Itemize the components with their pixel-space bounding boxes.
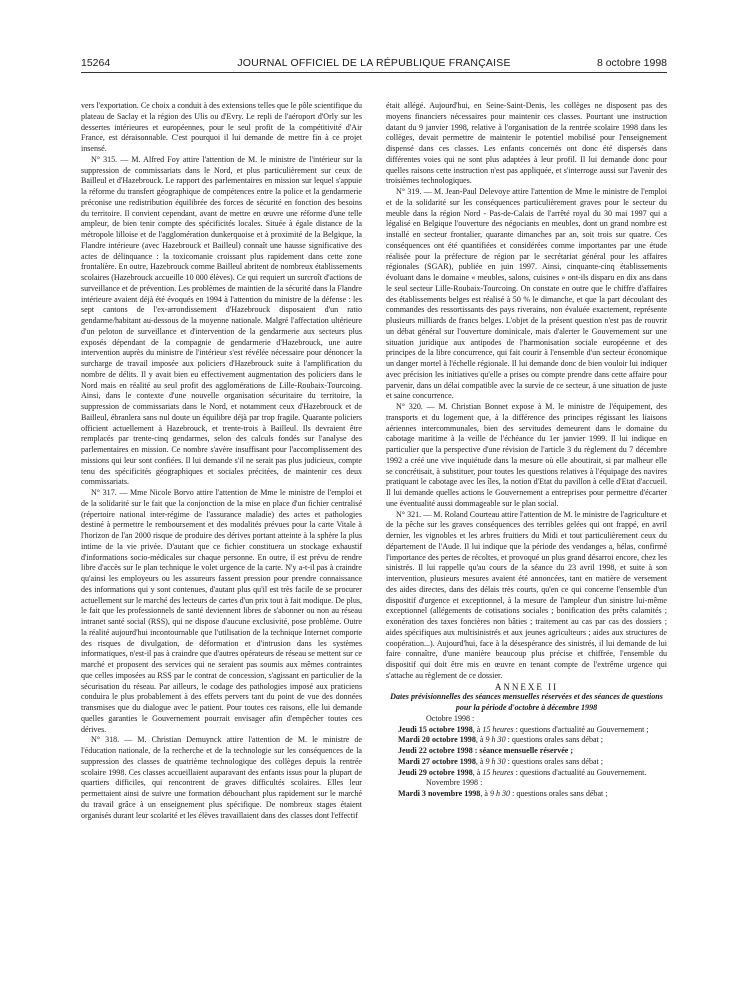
schedule-entry xyxy=(386,757,667,768)
schedule-entry xyxy=(386,746,667,757)
question-318: N° 318. — M. Christian Demuynck attire l'attention de M. le ministre de l'éducation nationale, de la recherche et de la technologie sur les conséquences de la suppression des classes de quatrième technologique des collèges depuis la rentrée scolaire 1998. Ces classes accueillaient auparavant des enfants issus pour la plupart de quartiers difficiles, qui rencontrent de graves difficultés scolaires. Elles leur permettaient ainsi de suivre une formation débouchant plus rapidement sur le marché du travail grâce à un enseignement plus spécifique. De nombreux stages étaient organisés durant leur scolarité et les élèves travaillaient dans des classes dont l'effectif xyxy=(81,735,362,820)
schedule-entry xyxy=(386,789,667,800)
page-header xyxy=(81,56,667,73)
month-label-october: Octobre 1998 : xyxy=(426,713,475,723)
question-317: N° 317. — Mme Nicole Borvo attire l'attention de Mme le ministre de l'emploi et de la solidarité sur le fait que la conjonction de la mise en place d'un fichier centralisé (répertoire national inter-régime de l'assurance maladie) des actes et pathologies destiné à permettre le remboursement et des modalités prévues pour la carte Vitale à l'horizon de l'an 2000 risque de produire des dérives portant atteinte à la sphère la plus intime de la vie privée. D'autant que ce fichier constituera un stockage exhaustif d'informations socio-médicales sur chaque personne. En outre, il est prévu de rendre libre d'accès sur le plan technique le volet urgence de la carte. N'y a-t-il pas à craindre qu'ainsi les employeurs ou les assureurs fassent pression pour prendre connaissance des informations qui y sont contenues, d'autant plus qu'il est très facile de se procurer actuellement sur le marché des lecteurs de cartes d'un prix tout à fait modique. De plus, le fait que les professionnels de santé deviennent libres de s'abonner ou non au réseau intranet santé social (RSS), qui ne dispose d'aucune exclusivité, pose problème. Outre la réalité aujourd'hui incontournable que l'utilisation de la technique Internet comporte des risques de divulgation, de déformation et d'intrusion dans les systèmes informatiques, n'est-il pas à craindre que d'autres opérateurs de réseau se mettent sur ce marché et proposent des services qui ne seraient pas soumis aux mêmes contraintes que celles imposées au RSS par le contrat de concession, s'agissant en particulier de la sécurisation du réseau. Par ailleurs, le codage des pathologies imposé aux praticiens conduira le plus probablement à des effets pervers tant du point de vue des données transmises que du dialogue avec le patient. Pour toutes ces raisons, elle lui demande quelles garanties le Gouvernement pourrait envisager afin d'empêcher toutes ces dérives. xyxy=(81,488,362,734)
schedule-time: 15 heures xyxy=(482,767,514,777)
paragraph-export-continuation: vers l'exportation. Ce choix a conduit à des extensions telles que le pôle scientifique du plateau de Saclay et la région des Ulis ou d'Evry. Le repli de l'aéroport d'Orly sur les dessertes intérieures et européennes, pour le seul profit de la compétitivité d'Air France, est déraisonnable. C'est pourquoi il lui demande de mettre fin à ce projet insensé. xyxy=(81,101,362,153)
question-319: N° 319. — M. Jean-Paul Delevoye attire l'attention de Mme le ministre de l'emploi et de la solidarité sur les conséquences particulièrement graves pour le secteur du meuble dans la région Nord - Pas-de-Calais de l'arrêté royal du 30 mai 1997 qui a légalisé en Belgique l'ouverture des négociants en meubles, dont un grand nombre est installé en secteur frontalier, quarante dimanches par an, soit trois sur quatre. Ces conséquences ont été quantifiées et considérées comme importantes par une étude réalisée pour la préfecture de région par le secrétariat général pour les affaires régionales (SGAR), publiée en juin 1997. Ainsi, cinquante-cinq établissements évoluant dans le domaine « meubles, salons, cuisines » ont-ils disparu en dix ans dans le seul secteur Lille-Roubaix-Tourcoing. On constate en outre que le chiffre d'affaires des établissements belges est réalisé à 50 % le dimanche, et que la part découlant des commandes des ressortissants des pays riverains, non évaluée exactement, représente plusieurs milliards de francs belges. L'objet de la présent question n'est pas de rouvrir un débat général sur l'ouverture dominicale, mais d'alerter le Gouvernement sur une situation juridique aux antipodes de l'harmonisation sociale européenne et des principes de la libre concurrence, qui fait courir à l'ensemble d'un secteur économique un danger mortel à l'échelle régionale. Il lui demande donc de bien vouloir lui indiquer avec précision les initiatives qu'elle a prises ou compte prendre dans cette affaire pour parvenir, dans un délai compatible avec la survie de ce secteur, à une situation de juste et saine concurrence. xyxy=(386,187,667,401)
month-label-november: Novembre 1998 : xyxy=(426,778,483,788)
schedule-sep: , à xyxy=(475,735,486,745)
schedule-time: 9 h 30 xyxy=(485,756,506,766)
schedule-date: Mardi 20 octobre 1998 xyxy=(398,735,476,745)
schedule-date: Jeudi 29 octobre 1998 xyxy=(398,767,473,777)
right-column xyxy=(386,101,667,981)
schedule-time: 9 h 30 xyxy=(485,735,506,745)
schedule-sep: , à xyxy=(472,724,483,734)
annex-subtitle: Dates prévisionnelles des séances mensuelles réservées et des séances de questions pour la période d'octobre à décembre 1998 xyxy=(390,692,663,712)
schedule-desc: : questions d'actualité au Gouvernement. xyxy=(513,767,647,777)
annex-title: ANNEXE II xyxy=(494,681,559,692)
schedule-sep: , à xyxy=(472,767,483,777)
question-321: N° 321. — M. Roland Courteau attire l'attention de M. le ministre de l'agriculture et de la pêche sur les graves conséquences des terribles gelées qui ont frappé, en avril dernier, les vignobles et les arbres fruitiers du Midi et tout particulièrement ceux du département de l'Aude. Il lui indique que la période des vendanges a, hélas, confirmé l'importance des pertes de récoltes, et provoqué un plus grand désarroi encore, chez les sinistrés. Il lui rappelle qu'au cours de la séance du 23 avril 1998, et suite à son intervention, plusieurs mesures avaient été annoncées, tant en matière de versement des aides directes, dans des délais très courts, qu'en ce qui concerne l'ensemble d'un dispositif d'urgence et exceptionnel, à la mesure de l'ampleur d'un sinistre lui-même exceptionnel (allégements de cotisations sociales ; bonification des prêts calamités ; exonération des taxes foncières non bâties ; traitement au cas par cas des dossiers ; aides spécifiques aux multisinistrés et aux jeunes agriculteurs ; aides aux structures de coopération...). Aujourd'hui, face à la désespérance des sinistrés, il lui demande de lui faire connaître, d'une manière beaucoup plus précise et chiffrée, l'ensemble du dispositif qui doit être mis en œuvre en tenant compte de l'extrême urgence qui s'attache au règlement de ce dossier. xyxy=(386,509,667,680)
schedule-entry xyxy=(386,725,667,736)
schedule-entry xyxy=(386,768,667,779)
question-315: N° 315. — M. Alfred Foy attire l'attention de M. le ministre de l'intérieur sur la suppression de commissariats dans le Nord, et plus particulièrement sur ceux de Bailleul et d'Hazebrouck. Le rapport des parlementaires en mission sur lequel s'appuie la réforme du transfert géographique de compétences entre la police et la gendarmerie préconise une redistribution équilibrée des forces de sécurité en fonction des besoins du territoire. Il convient cependant, avant de mettre en œuvre une réforme d'une telle ampleur, de bien tenir compte des spécificités locales. Située à égale distance de la métropole lilloise et de l'agglomération dunkerquoise et à proximité de la Belgique, la Flandre intérieure (avec Hazebrouck et Bailleul) connaît une hausse significative des actes de délinquance : la toxicomanie croissant plus rapidement dans cette zone frontalière. En outre, Hazebrouck comme Bailleul abritent de nombreux établissements scolaires (Hazebrouck accueille 10 000 élèves). Ce qui requiert un surcroît d'actions de surveillance et de prévention. Les problèmes de maintien de la sécurité dans la Flandre intérieure avaient déjà été évoqués en 1994 à l'attention du ministre de la défense : les sept cantons de l'ex-arrondissement d'Hazebrouck disposaient d'un ratio gendarme/habitant au-dessous de la moyenne nationale. Malgré l'affectation ultérieure d'un peloton de surveillance et d'intervention de la gendarmerie aux secteurs plus exposés dépendant de la compagnie de gendarmerie d'Hazebrouck, une autre intervention auprès du ministre de l'intérieur s'est révélée nécessaire pour dénoncer la surcharge de travail imposée aux policiers d'Hazebrouck suite à l'amplification du nombre de délits. Il y avait bien eu effectivement augmentation des policiers dans le Nord mais en réalité au seul profit des agglomérations de Lille-Roubaix-Tourcoing. Ainsi, dans le contexte d'une nouvelle organisation sécuritaire du territoire, la suppression de commissariats dans le Nord, et notamment ceux d'Hazebrouck et de Bailleul, ébranlera sans nul doute un équilibre déjà par trop fragile. Quarante policiers officient actuellement à Hazebrouck, et trente-trois à Bailleul. Ils devraient être remplacés par trente-cinq gendarmes, selon des calculs fondés sur l'analyse des parlementaires en mission. Ce nombre s'avère insuffisant pour l'accomplissement des missions qui leur sont confiées. Il lui demande s'il ne serait pas plus judicieux, compte tenu des spécificités géographiques et sociales précitées, de maintenir ces deux commissariats. xyxy=(81,154,362,487)
schedule-time: 9 h 30 xyxy=(489,789,511,798)
schedule-date: Jeudi 22 octobre 1998 : séance mensuelle réservée ; xyxy=(398,746,574,755)
schedule-desc: : questions orales sans débat ; xyxy=(505,756,604,766)
schedule-desc: : questions orales sans débat ; xyxy=(505,735,604,745)
journal-title: JOURNAL OFFICIEL DE LA RÉPUBLIQUE FRANÇAISE xyxy=(237,57,511,69)
question-318-continuation: était allégé. Aujourd'hui, en Seine-Saint-Denis, les collèges ne disposent pas des moyens financiers nécessaires pour maintenir ces classes. Pourtant une instruction datant du 9 janvier 1998, relative à l'organisation de la rentrée scolaire 1998 dans les collèges, devait permettre de maintenir le potentiel mobilisé pour l'enseignement dispensé dans ces classes. Les enfants concernés ont donc été dispersés dans différentes voies qui ne sont plus adaptées à leur profil. Il lui demande donc pour quelles raisons cette instruction n'est pas appliquée, et s'interroge aussi sur l'avenir des troisièmes technologiques. xyxy=(386,101,667,186)
schedule-sep: , à xyxy=(475,756,486,766)
schedule-date: Mardi 27 octobre 1998 xyxy=(398,756,476,766)
schedule-date: Jeudi 15 octobre 1998 xyxy=(398,724,473,734)
schedule-desc: : questions d'actualité au Gouvernement ; xyxy=(513,724,649,734)
schedule-sep: , à xyxy=(480,789,490,798)
schedule-time: 15 heures xyxy=(482,724,514,734)
question-320: N° 320. — M. Christian Bonnet expose à M. le ministre de l'équipement, des transports et du logement que, à la différence des principes régissant les liaisons aériennes intercommunales, bien des servitudes demeurent dans le domaine du cabotage maritime à la veille de l'échéance du 1er janvier 1999. Il lui indique en particulier que la perspective d'une révision de l'article 3 du règlement du 7 décembre 1992 a créé une vive inquiétude dans la mesure où elle aboutirait, si par malheur elle se concrétisait, à substituer, pour toutes les questions relatives à l'équipage des navires pratiquant le cabotage avec les îles, la notion d'Etat du pavillon à celle d'Etat d'accueil. Il lui demande quelles actions le Gouvernement a entreprises pour permettre d'écarter une éventualité aussi dommageable sur le plan social. xyxy=(386,402,667,508)
schedule-desc: : questions orales sans débat ; xyxy=(510,789,608,798)
issue-date: 8 octobre 1998 xyxy=(596,57,667,69)
page-number: 15264 xyxy=(81,57,111,69)
schedule-entry xyxy=(386,735,667,746)
schedule-date: Mardi 3 novembre 1998 xyxy=(398,789,481,798)
left-column xyxy=(81,101,362,981)
